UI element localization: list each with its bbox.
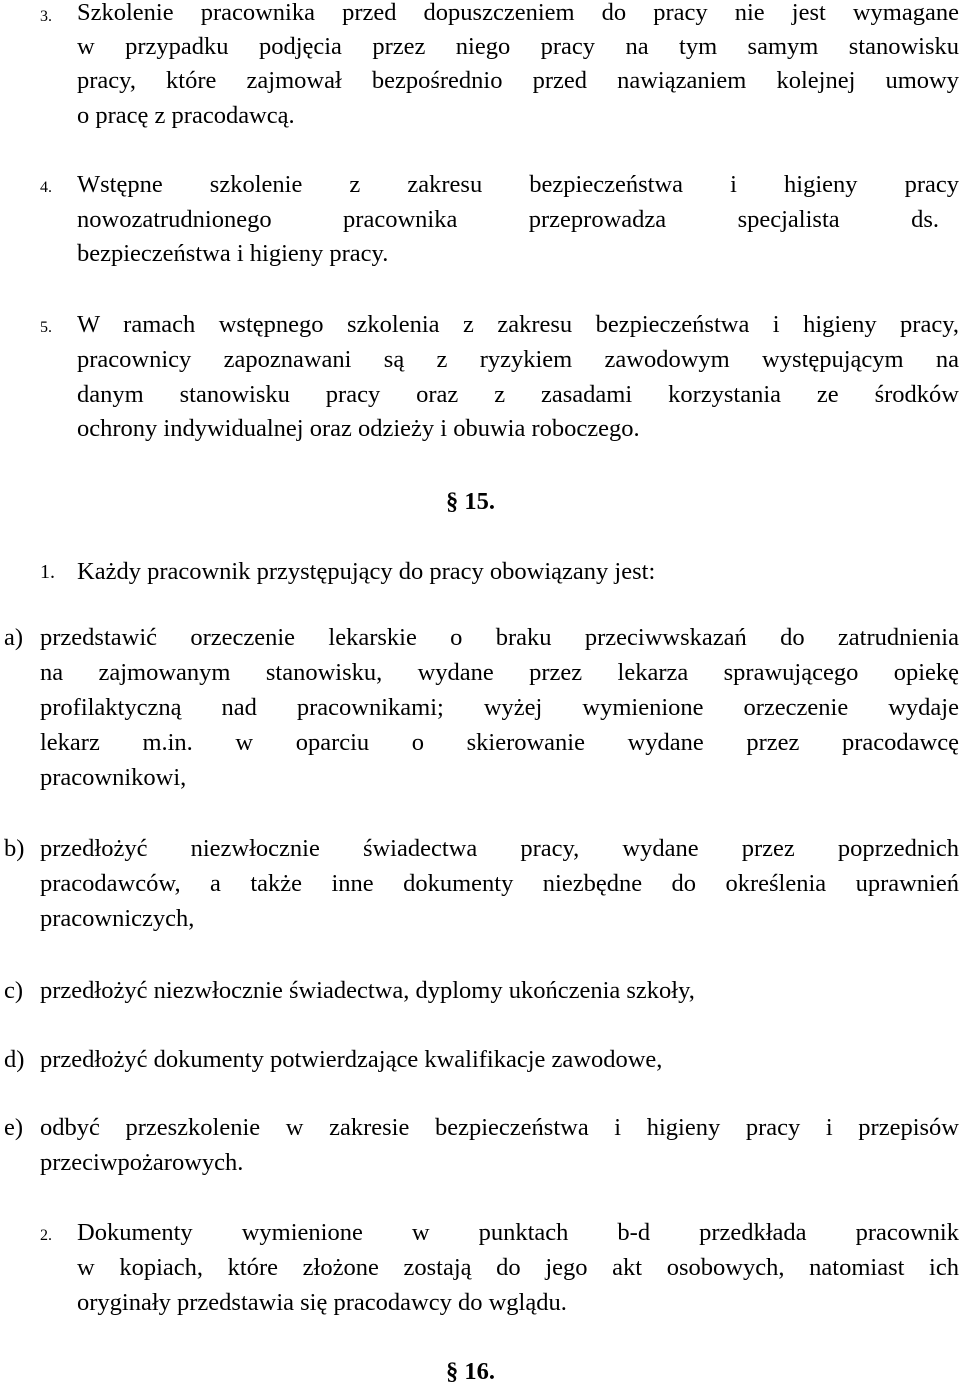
list-marker: d) — [4, 1046, 25, 1073]
paragraph-line: przedłożyć niezwłocznie świadectwa, dyplomy ukończenia szkoły, — [40, 977, 695, 1004]
paragraph-line: bezpieczeństwa i higieny pracy. — [77, 240, 389, 267]
list-marker: c) — [4, 977, 24, 1004]
paragraph-number: 5. — [40, 319, 52, 336]
paragraph-line: Szkolenie pracownika przed dopuszczeniem do pracy nie jest wymagane — [77, 0, 959, 26]
paragraph-line: danym stanowisku pracy oraz z zasadami korzystania ze środków — [77, 381, 959, 408]
list-marker: a) — [4, 624, 24, 651]
paragraph-number: 4. — [40, 179, 52, 196]
paragraph-number: 1. — [40, 561, 55, 583]
paragraph-line: w kopiach, które złożone zostają do jego akt osobowych, natomiast ich — [77, 1254, 959, 1281]
paragraph-line: Wstępne szkolenie z zakresu bezpieczeństwa i higieny pracy — [77, 171, 959, 198]
list-marker: b) — [4, 835, 25, 862]
list-marker: e) — [4, 1114, 24, 1141]
paragraph-line: lekarz m.in. w oparciu o skierowanie wydane przez pracodawcę — [40, 729, 959, 756]
paragraph-line: w przypadku podjęcia przez niego pracy na tym samym stanowisku — [77, 33, 959, 60]
paragraph-line: pracownikowi, — [40, 764, 187, 791]
section-heading: § 15. — [446, 488, 495, 515]
paragraph-line: ochrony indywidualnej oraz odzieży i obuwia roboczego. — [77, 415, 640, 442]
paragraph-line: przedłożyć niezwłocznie świadectwa pracy, wydane przez poprzednich — [40, 835, 959, 862]
paragraph-line: o pracę z pracodawcą. — [77, 102, 295, 129]
paragraph-number: 2. — [40, 1227, 52, 1244]
paragraph-line: W ramach wstępnego szkolenia z zakresu bezpieczeństwa i higieny pracy, — [77, 311, 959, 338]
paragraph-line: przeciwpożarowych. — [40, 1149, 244, 1176]
section-heading: § 16. — [446, 1358, 495, 1385]
paragraph-line: Dokumenty wymienione w punktach b-d przedkłada pracownik — [77, 1219, 959, 1246]
paragraph-line: pracodawców, a także inne dokumenty niezbędne do określenia uprawnień — [40, 870, 959, 897]
paragraph-line: pracowniczych, — [40, 905, 195, 932]
paragraph-line: przedstawić orzeczenie lekarskie o braku przeciwwskazań do zatrudnienia — [40, 624, 959, 651]
paragraph-line: pracownicy zapoznawani są z ryzykiem zawodowym występującym na — [77, 346, 959, 373]
paragraph-line: na zajmowanym stanowisku, wydane przez lekarza sprawującego opiekę — [40, 659, 959, 686]
paragraph-number: 3. — [40, 8, 52, 25]
paragraph-line: profilaktyczną nad pracownikami; wyżej wymienione orzeczenie wydaje — [40, 694, 959, 721]
paragraph-line: przedłożyć dokumenty potwierdzające kwalifikacje zawodowe, — [40, 1046, 663, 1073]
paragraph-line: Każdy pracownik przystępujący do pracy obowiązany jest: — [77, 558, 656, 585]
paragraph-line: odbyć przeszkolenie w zakresie bezpieczeństwa i higieny pracy i przepisów — [40, 1114, 959, 1141]
paragraph-line: nowozatrudnionego pracownika przeprowadza specjalista ds. — [77, 206, 939, 233]
paragraph-line: pracy, które zajmował bezpośrednio przed nawiązaniem kolejnej umowy — [77, 67, 959, 94]
paragraph-line: oryginały przedstawia się pracodawcy do wglądu. — [77, 1289, 567, 1316]
